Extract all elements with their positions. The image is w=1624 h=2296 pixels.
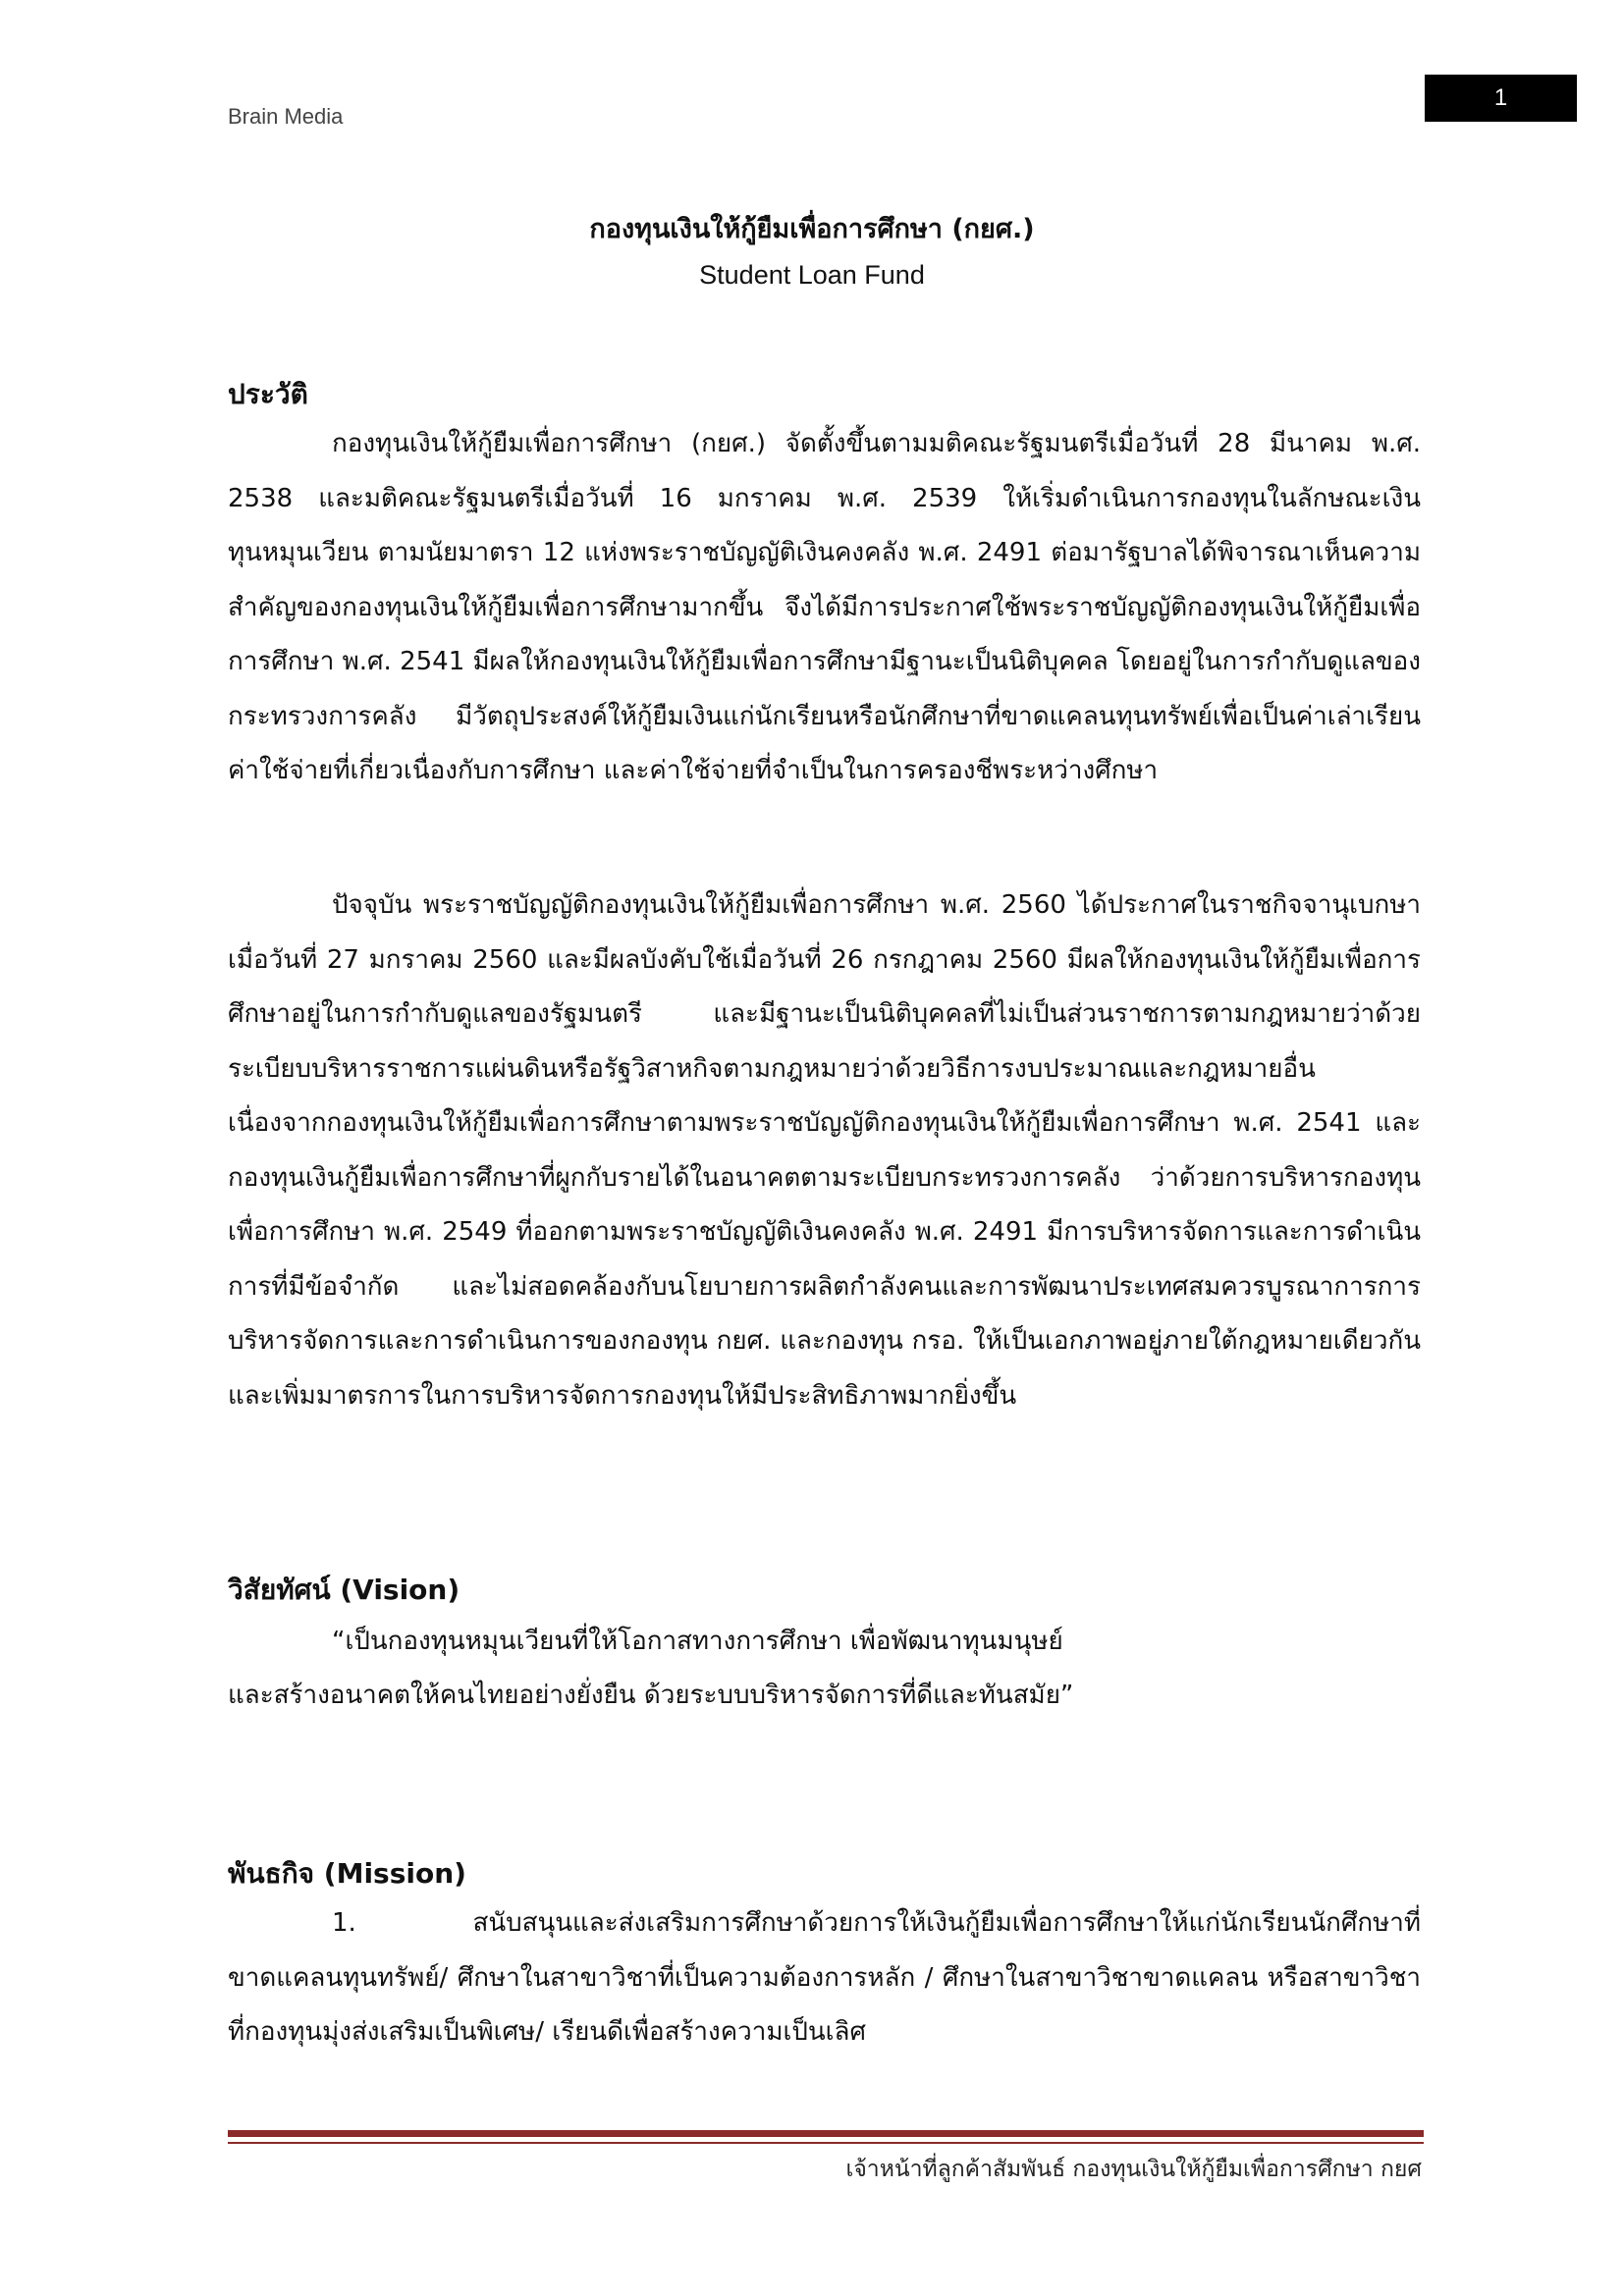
footer-text: เจ้าหน้าที่ลูกค้าสัมพันธ์ กองทุนเงินให้กู้ยืมเพื่อการศึกษา กยศ <box>845 2157 1422 2182</box>
history-paragraph-1 <box>228 417 1421 799</box>
mission-heading: พันธกิจ (Mission) <box>228 1857 466 1890</box>
history-paragraph-2 <box>228 879 1421 1423</box>
document-subtitle: Student Loan Fund <box>699 260 925 290</box>
footer-rule-thin <box>228 2142 1424 2144</box>
document-title: กองทุนเงินให้กู้ยืมเพื่อการศึกษา (กยศ.) <box>589 214 1035 244</box>
history-paragraph-2-text: ปัจจุบัน พระราชบัญญัติกองทุนเงินให้กู้ยืมเพื่อการศึกษา พ.ศ. 2560 ได้ประกาศในราชกิจจานุเบกษา เมื่อวันที่ 27 มกราคม 2560 และมีผลบังคับใช้เมื่อวันที่ 26 กรกฎาคม 2560 มีผลให้กองทุนเงินให้กู้ยืมเพื่อการศึกษาอยู่ในการกำกับดูแลของรัฐมนตรี และมีฐานะเป็นนิติบุคคลที่ไม่เป็นส่วนราชการตามกฎหมายว่าด้วยระเบียบบริหารราชการแผ่นดินหรือรัฐวิสาหกิจตามกฎหมายว่าด้วยวิธีการงบประมาณและกฎหมายอื่น เนื่องจากกองทุนเงินให้กู้ยืมเพื่อการศึกษาตามพระราชบัญญัติกองทุนเงินให้กู้ยืมเพื่อการศึกษา พ.ศ. 2541 และกองทุนเงินกู้ยืมเพื่อการศึกษาที่ผูกกับรายได้ในอนาคตตามระเบียบกระทรวงการคลัง ว่าด้วยการบริหารกองทุนเพื่อการศึกษา พ.ศ. 2549 ที่ออกตามพระราชบัญญัติเงินคงคลัง พ.ศ. 2491 มีการบริหารจัดการและการดำเนินการที่มีข้อจำกัด และไม่สอดคล้องกับนโยบายการผลิตกำลังคนและการพัฒนาประเทศสมควรบูรณาการการบริหารจัดการและการดำเนินการของกองทุน กยศ. และกองทุน กรอ. ให้เป็นเอกภาพอยู่ภายใต้กฎหมายเดียวกัน และเพิ่มมาตรการในการบริหารจัดการกองทุนให้มีประสิทธิภาพมากยิ่งขึ้น <box>228 890 1421 1411</box>
vision-heading: วิสัยทัศน์ (Vision) <box>228 1574 460 1606</box>
vision-line-1: “เป็นกองทุนหมุนเวียนที่ให้โอกาสทางการศึกษา เพื่อพัฒนาทุนมนุษย์ <box>332 1627 1063 1656</box>
footer-rule-thick <box>228 2130 1424 2137</box>
mission-item-1-text: 1. สนับสนุนและส่งเสริมการศึกษาด้วยการให้เงินกู้ยืมเพื่อการศึกษาให้แก่นักเรียนนักศึกษาที่ขาดแคลนทุนทรัพย์/ ศึกษาในสาขาวิชาที่เป็นความต้องการหลัก / ศึกษาในสาขาวิชาขาดแคลน หรือสาขาวิชาที่กองทุนมุ่งส่งเสริมเป็นพิเศษ/ เรียนดีเพื่อสร้างความเป็นเลิศ <box>228 1908 1421 2047</box>
vision-statement <box>228 1615 1421 1723</box>
mission-item-1 <box>228 1896 1421 2060</box>
vision-line-2: และสร้างอนาคตให้คนไทยอย่างยั่งยืน ด้วยระบบบริหารจัดการที่ดีและทันสมัย” <box>228 1681 1074 1710</box>
page-number-box <box>1425 75 1577 122</box>
history-heading: ประวัติ <box>228 378 308 410</box>
header-brand: Brain Media <box>228 104 344 129</box>
history-paragraph-1-text: กองทุนเงินให้กู้ยืมเพื่อการศึกษา (กยศ.) จัดตั้งขึ้นตามมติคณะรัฐมนตรีเมื่อวันที่ 28 มีนาคม พ.ศ. 2538 และมติคณะรัฐมนตรีเมื่อวันที่ 16 มกราคม พ.ศ. 2539 ให้เริ่มดำเนินการกองทุนในลักษณะเงินทุนหมุนเวียน ตามนัยมาตรา 12 แห่งพระราชบัญญัติเงินคงคลัง พ.ศ. 2491 ต่อมารัฐบาลได้พิจารณาเห็นความสำคัญของกองทุนเงินให้กู้ยืมเพื่อการศึกษามากขึ้น จึงได้มีการประกาศใช้พระราชบัญญัติกองทุนเงินให้กู้ยืมเพื่อการศึกษา พ.ศ. 2541 มีผลให้กองทุนเงินให้กู้ยืมเพื่อการศึกษามีฐานะเป็นนิติบุคคล โดยอยู่ในการกำกับดูแลของกระทรวงการคลัง มีวัตถุประสงค์ให้กู้ยืมเงินแก่นักเรียนหรือนักศึกษาที่ขาดแคลนทุนทรัพย์เพื่อเป็นค่าเล่าเรียน ค่าใช้จ่ายที่เกี่ยวเนื่องกับการศึกษา และค่าใช้จ่ายที่จำเป็นในการครองชีพระหว่างศึกษา <box>228 429 1421 785</box>
page-number: 1 <box>1493 84 1508 111</box>
